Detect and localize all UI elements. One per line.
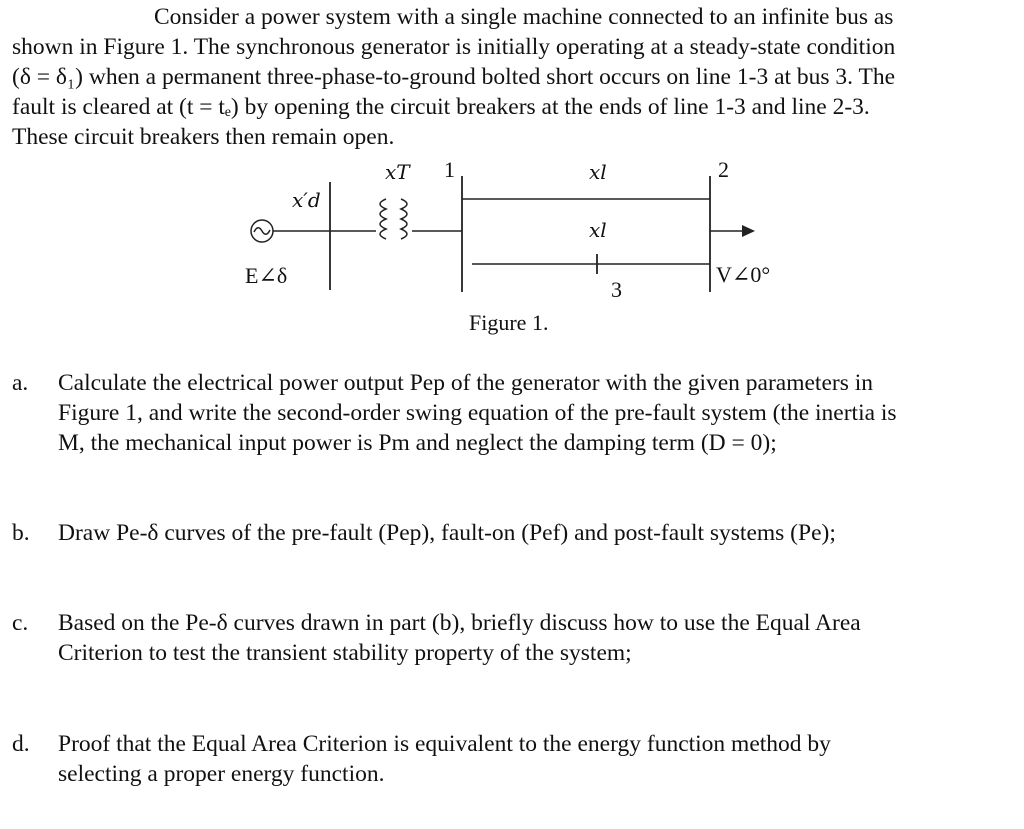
question-body: [58, 368, 1008, 458]
question-body: [58, 729, 1008, 789]
question-marker: b.: [12, 520, 30, 546]
line-xl-top-label: xl: [589, 160, 607, 184]
figure-caption: Figure 1.: [469, 310, 549, 335]
bus-2-label: 2: [718, 157, 729, 182]
question-line: Calculate the electrical power output Pep of the generator with the given parameters in: [58, 370, 874, 396]
question-marker: c.: [12, 610, 29, 636]
intro-line: (δ = δ₁) when a permanent three-phase-to-ground bolted short occurs on line 1-3 at bus 3. The: [12, 64, 896, 90]
xd-prime-label: x′d: [292, 188, 321, 212]
question-body: [58, 608, 1008, 668]
question-marker: d.: [12, 731, 30, 757]
line-xl-mid-label: xl: [589, 218, 607, 242]
xt-label: xT: [385, 160, 410, 184]
generator-source-icon: [251, 220, 273, 242]
question-body: [58, 518, 1008, 548]
intro-paragraph: [12, 2, 1008, 152]
intro-line: Consider a power system with a single machine connected to an infinite bus as: [154, 4, 894, 30]
question-line: Draw Pe-δ curves of the pre-fault (Pep), fault-on (Pef) and post-fault systems (Pe);: [58, 520, 836, 546]
bus-3-label: 3: [611, 277, 622, 302]
transformer-secondary-coil: [401, 199, 407, 239]
question-line: M, the mechanical input power is Pm and neglect the damping term (D = 0);: [58, 430, 777, 456]
sine-wave-icon: [254, 228, 270, 235]
arrow-right-icon: [742, 225, 755, 237]
source-voltage-label: E∠δ: [245, 263, 288, 288]
intro-line: fault is cleared at (t = tₑ) by opening the circuit breakers at the ends of line 1-3 and line 2-3.: [12, 94, 870, 120]
question-line: Based on the Pe-δ curves drawn in part (b), briefly discuss how to use the Equal Area: [58, 610, 861, 636]
infinite-bus-voltage-label: V∠0°: [716, 262, 771, 287]
question-marker: a.: [12, 370, 29, 396]
intro-line: shown in Figure 1. The synchronous generator is initially operating at a steady-state condition: [12, 34, 896, 60]
question-line: selecting a proper energy function.: [58, 761, 385, 787]
question-line: Criterion to test the transient stability property of the system;: [58, 640, 632, 666]
transformer-primary-coil: [380, 199, 386, 239]
bus-1-label: 1: [444, 157, 455, 182]
question-line: Proof that the Equal Area Criterion is equivalent to the energy function method by: [58, 731, 831, 757]
question-line: Figure 1, and write the second-order swing equation of the pre-fault system (the inertia is: [58, 400, 897, 426]
intro-line: These circuit breakers then remain open.: [12, 124, 395, 150]
